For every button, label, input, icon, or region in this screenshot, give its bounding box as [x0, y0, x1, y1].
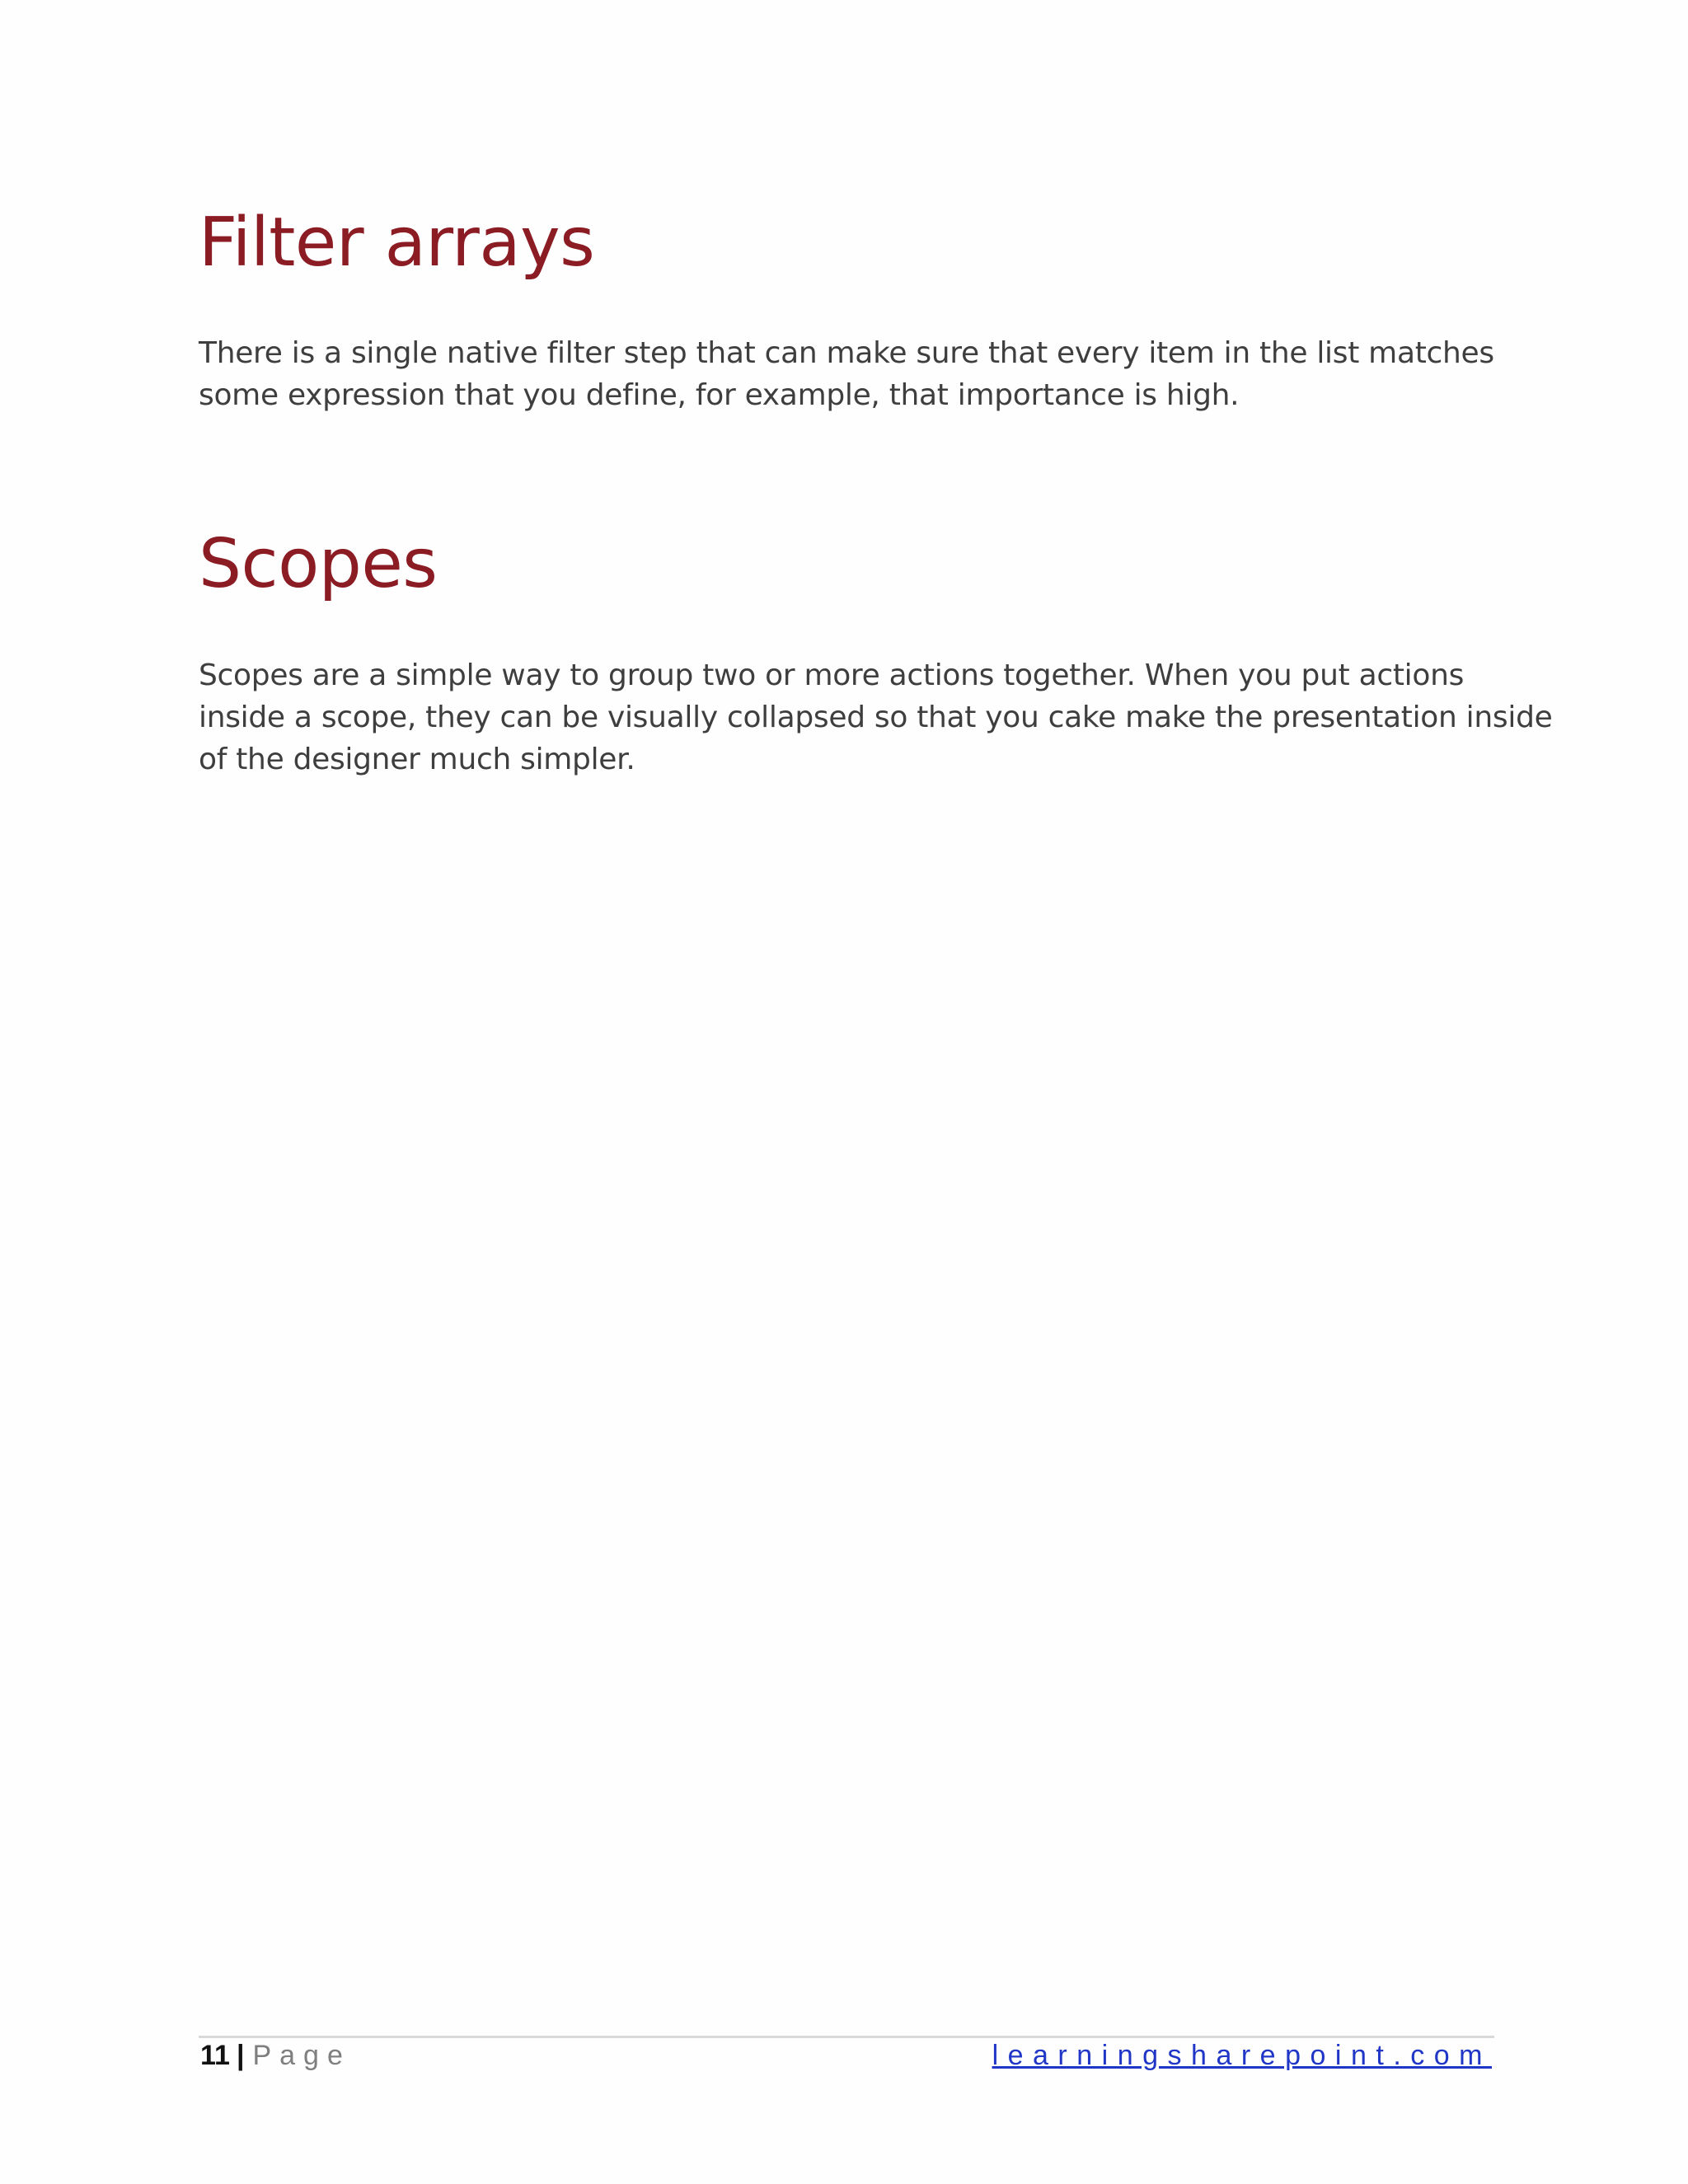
paragraph-line: Scopes are a simple way to group two or more actions together. When you put actions [199, 658, 1465, 692]
paragraph-line: some expression that you define, for example, that importance is high. [199, 378, 1240, 412]
page-label: Page [252, 2040, 351, 2071]
section-paragraph-filter-arrays [199, 332, 1494, 416]
paragraph-line: There is a single native filter step that can make sure that every item in the list matches [199, 336, 1494, 370]
section-heading-scopes: Scopes [199, 525, 438, 603]
section-heading-filter-arrays: Filter arrays [199, 204, 595, 282]
footer-site-link[interactable]: learningsharepoint.com [992, 2040, 1492, 2071]
footer-separator: | [236, 2040, 245, 2071]
paragraph-line: inside a scope, they can be visually collapsed so that you cake make the presentation inside [199, 701, 1553, 734]
footer-page-indicator [200, 2035, 351, 2076]
section-paragraph-scopes [199, 654, 1552, 780]
page-number: 11 [200, 2040, 230, 2071]
paragraph-line: of the designer much simpler. [199, 743, 635, 776]
